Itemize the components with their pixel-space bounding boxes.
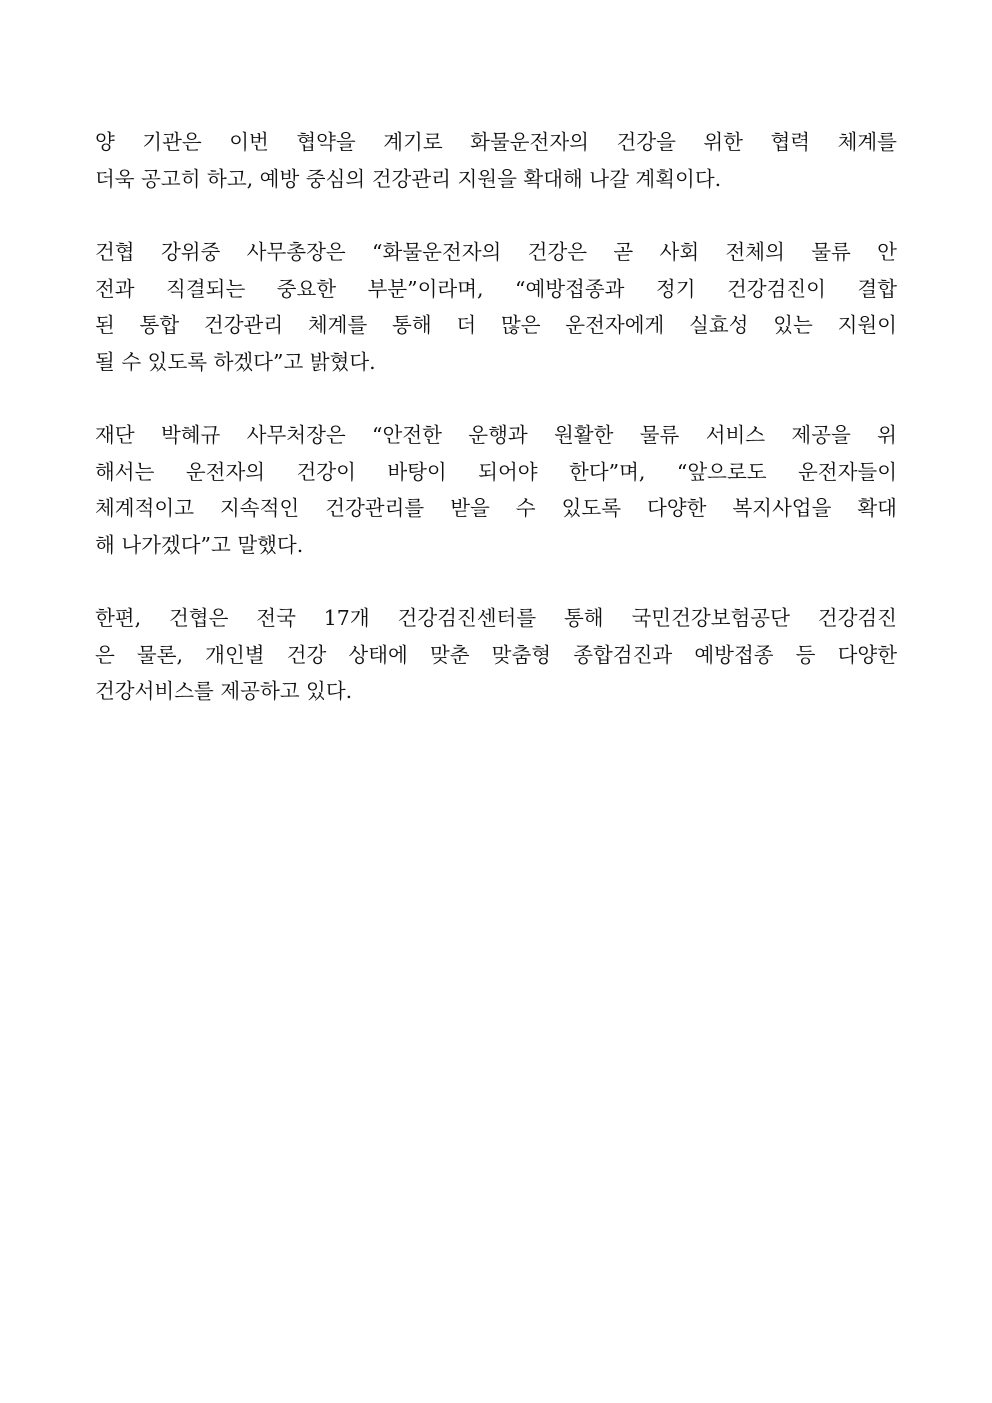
paragraph-line: 은 물론, 개인별 건강 상태에 맞춘 맞춤형 종합검진과 예방접종 등 다양한 xyxy=(95,642,897,667)
paragraph-line: 될 수 있도록 하겠다”고 밝혔다. xyxy=(95,349,376,374)
paragraph-line: 체계적이고 지속적인 건강관리를 받을 수 있도록 다양한 복지사업을 확대 xyxy=(95,496,897,520)
paragraph-line: 해 나가겠다”고 말했다. xyxy=(95,532,304,557)
paragraph-line: 양 기관은 이번 협약을 계기로 화물운전자의 건강을 위한 협력 체계를 xyxy=(95,130,897,154)
paragraph-line: 해서는 운전자의 건강이 바탕이 되어야 한다”며, “앞으로도 운전자들이 xyxy=(95,459,897,484)
paragraph-line: 된 통합 건강관리 체계를 통해 더 많은 운전자에게 실효성 있는 지원이 xyxy=(95,313,897,337)
paragraph-4 xyxy=(95,600,897,710)
paragraph-line: 한편, 건협은 전국 17개 건강검진센터를 통해 국민건강보험공단 건강검진 xyxy=(95,606,897,630)
paragraph-line: 더욱 공고히 하고, 예방 중심의 건강관리 지원을 확대해 나갈 계획이다. xyxy=(95,166,722,191)
paragraph-1 xyxy=(95,124,897,197)
paragraph-line: 전과 직결되는 중요한 부분”이라며, “예방접종과 정기 건강검진이 결합 xyxy=(95,276,897,301)
paragraph-2 xyxy=(95,234,897,380)
paragraph-3 xyxy=(95,417,897,563)
paragraph-line: 재단 박혜규 사무처장은 “안전한 운행과 원활한 물류 서비스 제공을 위 xyxy=(95,423,897,447)
paragraph-line: 건강서비스를 제공하고 있다. xyxy=(95,679,353,703)
body-text xyxy=(95,124,897,747)
paragraph-line: 건협 강위중 사무총장은 “화물운전자의 건강은 곧 사회 전체의 물류 안 xyxy=(95,240,897,264)
